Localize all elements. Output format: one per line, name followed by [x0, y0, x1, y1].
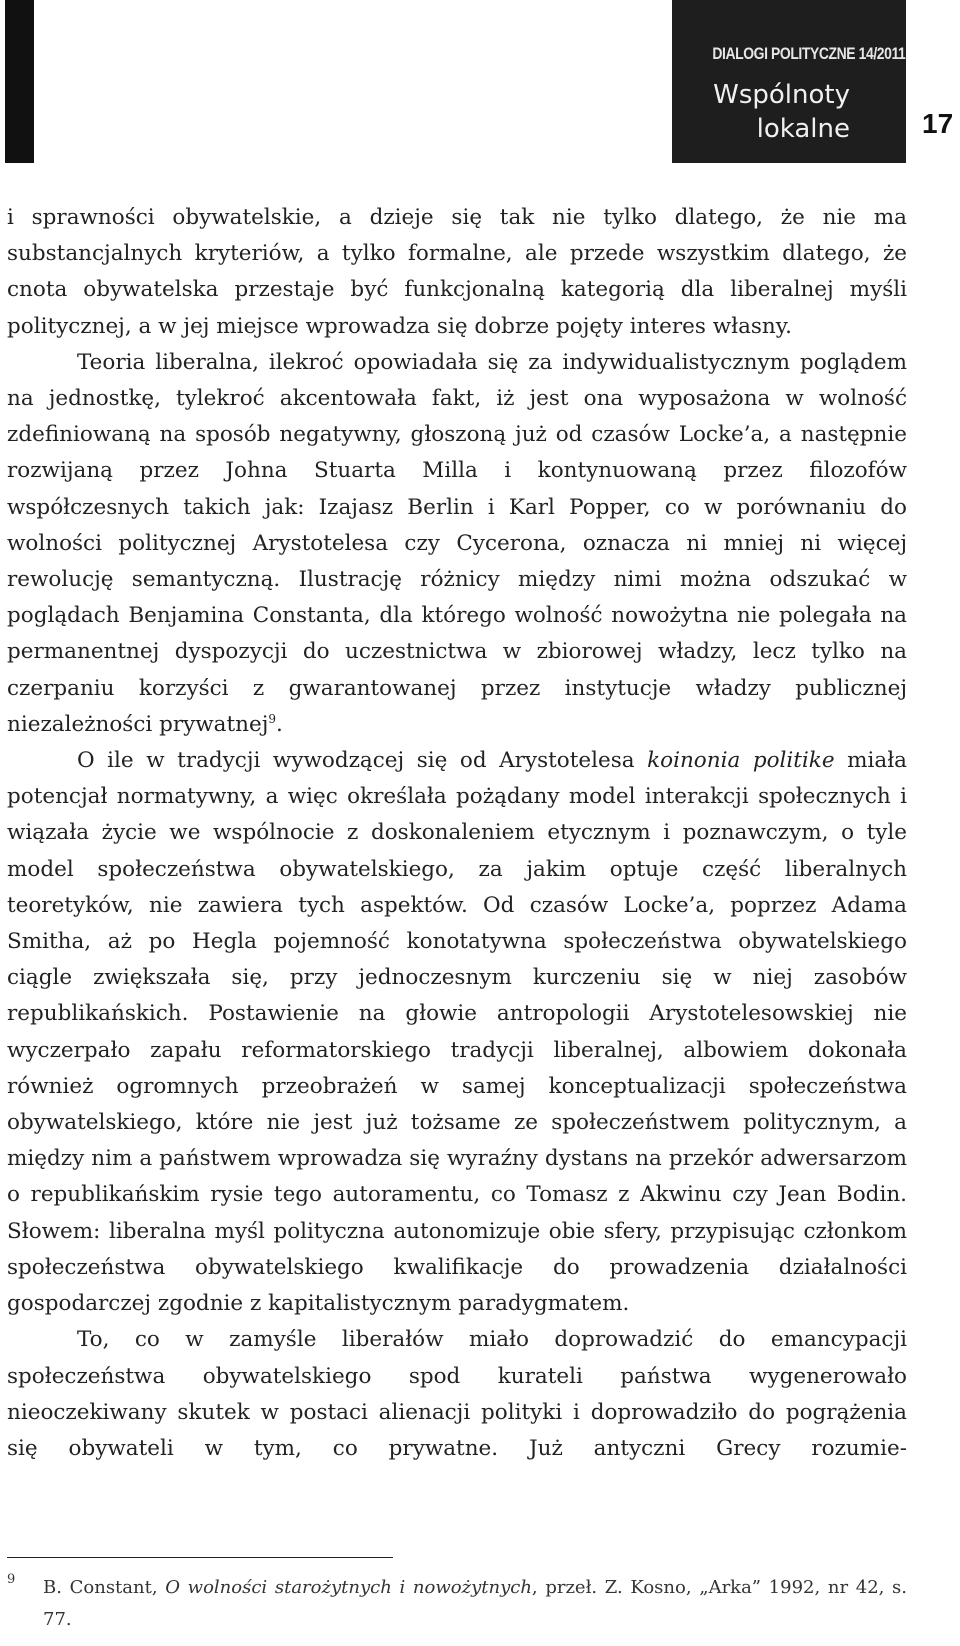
footnote-rest: , przeł. Z. Kosno, „Arka” 1992, nr 42, s. 77. [43, 1577, 908, 1630]
left-margin-bar [5, 0, 34, 163]
footnote-divider [7, 1557, 393, 1558]
footnote [7, 1572, 907, 1636]
paragraph-1: i sprawności obywatelskie, a dzieje się tak nie tylko dlatego, że nie ma substancjalnych kryteriów, a tylko formalne, ale przede wszystkim dlatego, że cnota obywatelska przestaje być funkcjonalną kategorią dla liberalnej myśli politycznej, a w jej miejsce wprowadza się dobrze pojęty interes własny. [7, 205, 907, 339]
paragraph-3 [7, 743, 907, 1322]
footnote-number: 9 [7, 1572, 16, 1587]
paragraph-2-end: . [276, 711, 283, 737]
paragraph-3-italic-term: koinonia politike [647, 748, 835, 774]
paragraph-3-start: O ile w tradycji wywodzącej się od Arystotelesa [77, 748, 648, 774]
main-text [7, 200, 907, 1467]
paragraph-3-rest: miała potencjał normatywny, a więc określała pożądany model interakcji społecznych i wiązała życie we wspólnocie z doskonaleniem etycznym i poznawczym, o tyle model społeczeństwa obywatelskiego, za jakim optuje część liberalnych teoretyków, nie zawiera tych aspektów. Od czasów Locke’a, poprzez Adama Smitha, aż po Hegla pojemność konotatywna społeczeństwa obywatelskiego ciągle zwiększała się, przy jednoczesnym kurczeniu się w niej zasobów republikańskich. Postawienie na głowie antropologii Arystotelesowskiej nie wyczerpało zapału reformatorskiego tradycji liberalnej, albowiem dokonała również ogromnych przeobrażeń w samej konceptualizacji społeczeństwa obywatelskiego, które nie jest już tożsame ze społeczeństwem politycznym, a między nim a państwem wprowadza się wyraźny dystans na przekór adwersarzom o republikańskim rysie tego autoramentu, co Tomasz z Akwinu czy Jean Bodin. Słowem: liberalna myśl polityczna autonomizuje obie sfery, przypisując członkom społeczeństwa obywatelskiego kwalifikacje do prowadzenia działalności gospodarczej zgodnie z kapitalistycznym paradygmatem. [7, 748, 907, 1317]
paragraph-2 [7, 345, 907, 743]
footnote-text [7, 1572, 907, 1636]
section-title: Wspólnoty lokalne [713, 80, 850, 144]
journal-title: DIALOGI POLITYCZNE 14/2011 [712, 44, 906, 63]
footnote-title: O wolności starożytnych i nowożytnych [165, 1577, 532, 1598]
paragraph-4: To, co w zamyśle liberałów miało doprowadzić do emancypacji społeczeństwa obywatelskiego spod kurateli państwa wygenerowało nieoczekiwany skutek w postaci alienacji polityki i doprowadziło do pogrążenia się obywateli w tym, co prywatne. Już antyczni Grecy rozumie- [7, 1327, 907, 1461]
page-number: 17 [922, 108, 954, 139]
footnote-author: B. Constant, [43, 1577, 166, 1598]
paragraph-2-text: Teoria liberalna, ilekroć opowiadała się za indywidualistycznym poglądem na jednostkę, tylekroć akcentowała fakt, iż jest ona wyposażona w wolność zdefiniowaną na sposób negatywny, głoszoną już od czasów Locke’a, a następnie rozwijaną przez Johna Stuarta Milla i kontynuowaną przez filozofów współczesnych takich jak: Izajasz Berlin i Karl Popper, co w porównaniu do wolności politycznej Arystotelesa czy Cycerona, oznacza ni mniej ni więcej rewolucję semantyczną. Ilustrację różnicy między nimi można odszukać w poglądach Benjamina Constanta, dla którego wolność nowożytna nie polegała na permanentnej dyspozycji do uczestnictwa w zbiorowej władzy, lecz tylko na czerpaniu korzyści z gwarantowanej przez instytucje władzy publicznej niezależności prywatnej [7, 349, 907, 737]
footnote-reference[interactable]: 9 [268, 711, 277, 726]
running-header [672, 0, 906, 163]
